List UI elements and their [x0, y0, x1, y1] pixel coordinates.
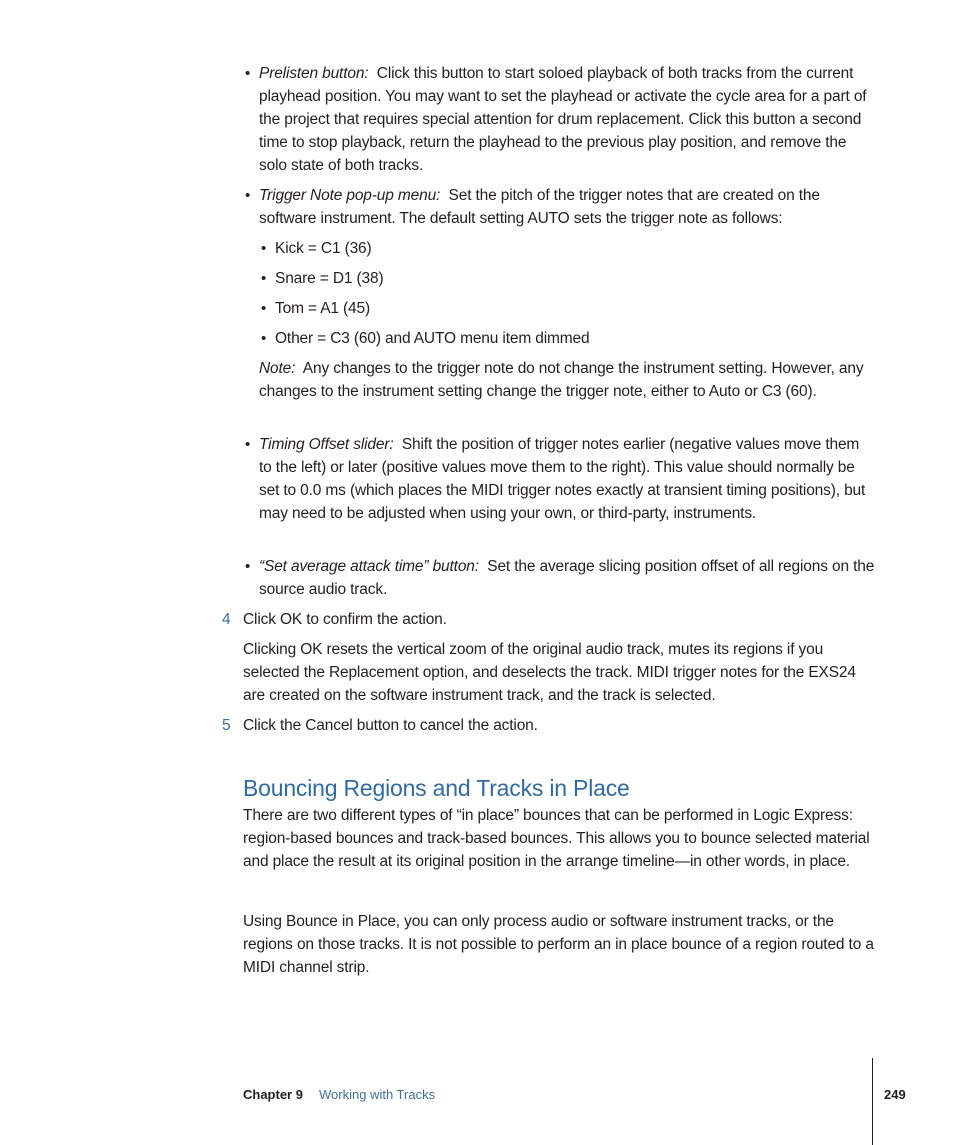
bullet-text: Set the pitch of the trigger notes that are created on the software instrument. The default setting AUTO sets the trigger note as follows: — [259, 187, 820, 227]
note-text: Any changes to the trigger note do not change the instrument setting. However, any changes to the instrument setting change the trigger note, either to Auto or C3 (60). — [259, 360, 864, 400]
bullet-marker: • — [245, 65, 251, 82]
bullet-prelisten — [259, 62, 875, 177]
sub-item-snare: Snare = D1 (38) — [275, 270, 384, 287]
note-paragraph — [259, 357, 875, 403]
footer-chapter-title: Working with Tracks — [319, 1087, 436, 1102]
step-number: 5 — [222, 717, 231, 734]
step-5-text: Click the Cancel button to cancel the action. — [243, 717, 538, 734]
bullet-term: Timing Offset slider: — [259, 436, 394, 453]
bullet-term: “Set average attack time” button: — [259, 558, 479, 575]
step-number: 4 — [222, 611, 231, 628]
bullet-marker: • — [245, 187, 251, 204]
bullet-marker: • — [245, 436, 251, 453]
section-paragraph-2: Using Bounce in Place, you can only process audio or software instrument tracks, or the regions on those tracks. It is not possible to perform an in place bounce of a region routed to a MIDI channel strip. — [243, 913, 874, 976]
step-4-text: Click OK to confirm the action. — [243, 611, 447, 628]
bullet-trigger-note — [259, 184, 875, 230]
footer-chapter: Chapter 9 — [243, 1087, 303, 1102]
bullet-term: Prelisten button: — [259, 65, 369, 82]
sub-item-other: Other = C3 (60) and AUTO menu item dimmed — [275, 330, 590, 347]
sub-bullet-marker: • — [261, 300, 267, 317]
bullet-text: Click this button to start soloed playback of both tracks from the current playhead position. You may want to set the playhead or activate the cycle area for a part of the project that requires special attention for drum replacement. Click this button a second time to stop playback, return the playhead to the previous play position, and remove the solo state of both tracks. — [259, 65, 867, 174]
note-label: Note: — [259, 360, 296, 377]
sub-bullet-marker: • — [261, 240, 267, 257]
bullet-timing-offset — [259, 433, 875, 525]
bullet-text: Set the average slicing position offset of all regions on the source audio track. — [259, 558, 875, 598]
bullet-text: Shift the position of trigger notes earlier (negative values move them to the left) or later (positive values move them to the right). This value should normally be set to 0.0 ms (which places the MIDI trigger notes exactly at transient timing positions), but may need to be adjusted when using your own, or third-party, instruments. — [259, 436, 866, 522]
sub-bullet-marker: • — [261, 330, 267, 347]
sub-item-kick: Kick = C1 (36) — [275, 240, 372, 257]
sub-item-tom: Tom = A1 (45) — [275, 300, 370, 317]
bullet-attack-time — [259, 555, 875, 601]
section-paragraph-1: There are two different types of “in place” bounces that can be performed in Logic Express: region-based bounces and track-based bounces. This allows you to bounce selected material and place the result at its original position in the arrange timeline—in other words, in place. — [243, 807, 870, 870]
sub-bullet-marker: • — [261, 270, 267, 287]
bullet-term: Trigger Note pop-up menu: — [259, 187, 441, 204]
page-number: 249 — [884, 1087, 906, 1102]
bullet-marker: • — [245, 558, 251, 575]
section-heading: Bouncing Regions and Tracks in Place — [243, 775, 630, 801]
step-4-detail: Clicking OK resets the vertical zoom of the original audio track, mutes its regions if you selected the Replacement option, and deselects the track. MIDI trigger notes for the EXS24 are created on the software instrument track, and the track is selected. — [243, 641, 856, 704]
footer-divider — [872, 1058, 873, 1145]
